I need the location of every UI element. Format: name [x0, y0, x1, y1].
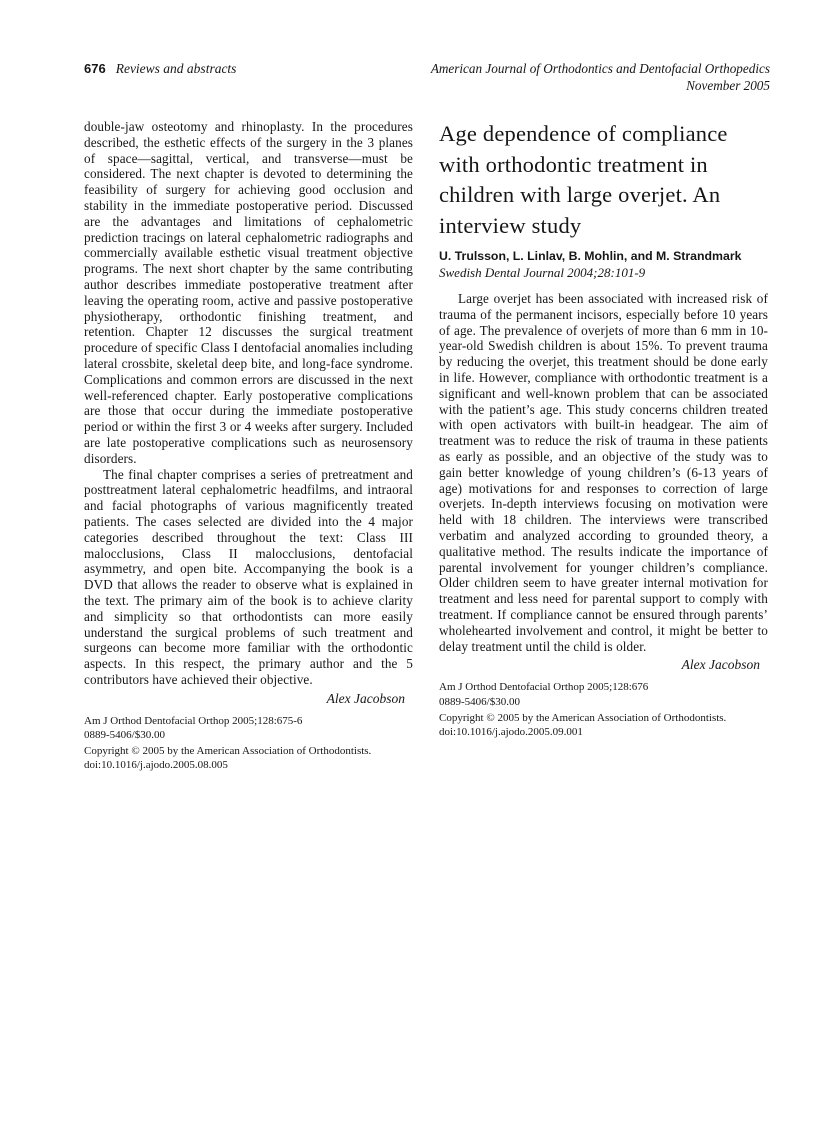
review-paragraph: double-jaw osteotomy and rhinoplasty. In the procedures described, the esthetic effects of the surgery in the 3 planes of space—sagittal, vertical, and transverse—must be considered. The next chapter is devoted to determining the feasibility of surgery for achieving good occlusion and stability in the immediate postoperative period. Discussed are the advantages and limitations of cephalometric prediction tracings on lateral cephalometric radiographs and commercially available esthetic visual treatment objective programs. The next short chapter by the same contributing author describes immediate postoperative treatment after leaving the operating room, active and passive postoperative physiotherapy, orthodontic finishing treatment, and retention. Chapter 12 discusses the surgical treatment procedure of specific Class I dentofacial anomalies including lateral crossbite, skeletal deep bite, and long-face syndrome. Complications and common errors are discussed in the next well-referenced chapter. Early postoperative complications are those that occur during the immediate postoperative period or within the first 3 or 4 weeks after surgery. Included are late postoperative complications such as neurosensory disorders. — [84, 119, 413, 466]
citation-line: Copyright © 2005 by the American Association of Orthodontists. — [84, 745, 372, 758]
abstract-paragraph: Large overjet has been associated with increased risk of trauma of the permanent incisors, especially before 10 years of age. The prevalence of overjets of more than 6 mm in 10-year-old Swedish children is about 15%. To prevent trauma by reducing the overjet, this treatment should be done early in life. However, compliance with orthodontic treatment is a significant and well-known problem that can be associated with the patient’s age. This study concerns children treated with open activators with built-in headgear. The aim of treatment was to reduce the risk of trauma in these patients as early as possible, and an objective of the study was to gain better knowledge of young children’s (6-13 years of age) motivations for and responses to correction of large overjets. In-depth interviews focusing on motivation were held with 18 children. The interviews were transcribed verbatim and analyzed according to grounded theory, a qualitative method. The results indicate the importance of parental involvement for younger children’s compliance. Older children seem to have greater internal motivation for treatment and less need for parental support to comply with treatment. If compliance cannot be ensured through parents’ wholehearted involvement and control, it might be better to delay treatment until the child is older. — [439, 291, 768, 654]
citation-line: doi:10.1016/j.ajodo.2005.08.005 — [84, 759, 228, 772]
page-number: 676 — [84, 61, 106, 76]
right-column-abstract — [439, 119, 768, 773]
reviewer-signature: Alex Jacobson — [326, 690, 405, 706]
article-citation — [84, 714, 413, 773]
issue-date: November 2005 — [686, 78, 770, 93]
citation-line: Copyright © 2005 by the American Association of Orthodontists. — [439, 711, 727, 724]
citation-line: 0889-5406/$30.00 — [439, 695, 520, 708]
review-paragraph: The final chapter comprises a series of pretreatment and posttreatment lateral cephalometric headfilms, and intraoral and facial photographs of various magnificently treated patients. The cases selected are divided into the 4 major categories described throughout the text: Class III malocclusions, Class II malocclusions, dentofacial asymmetry, and open bite. Accompanying the book is a DVD that allows the reader to observe what is explained in the text. The primary aim of the book is to achieve clarity and simplicity so that orthodontists can more easily understand the surgical problems of such treatment and surgeons can become more familiar with the orthodontic aspects. In this respect, the primary author and the 5 contributors have achieved their objective. — [84, 466, 413, 687]
section-title: Reviews and abstracts — [115, 61, 237, 76]
journal-name: American Journal of Orthodontics and Dentofacial Orthopedics — [430, 61, 770, 76]
article-authors: U. Trulsson, L. Linlav, B. Mohlin, and M. Strandmark — [439, 249, 742, 263]
reviewer-signature: Alex Jacobson — [681, 657, 760, 673]
article-citation — [439, 680, 768, 739]
header-right — [431, 60, 770, 94]
citation-line: doi:10.1016/j.ajodo.2005.09.001 — [439, 725, 583, 738]
citation-line: 0889-5406/$30.00 — [84, 728, 165, 741]
citation-line: Am J Orthod Dentofacial Orthop 2005;128:676 — [439, 681, 649, 694]
header-left — [84, 60, 236, 77]
page-header — [84, 60, 770, 94]
left-column-book-review — [84, 119, 413, 773]
article-title: Age dependence of compliance with orthodontic treatment in children with large overjet. An interview study — [439, 121, 728, 238]
article-source: Swedish Dental Journal 2004;28:101-9 — [439, 265, 646, 280]
citation-line: Am J Orthod Dentofacial Orthop 2005;128:675-6 — [84, 714, 303, 727]
content-columns — [84, 119, 768, 773]
